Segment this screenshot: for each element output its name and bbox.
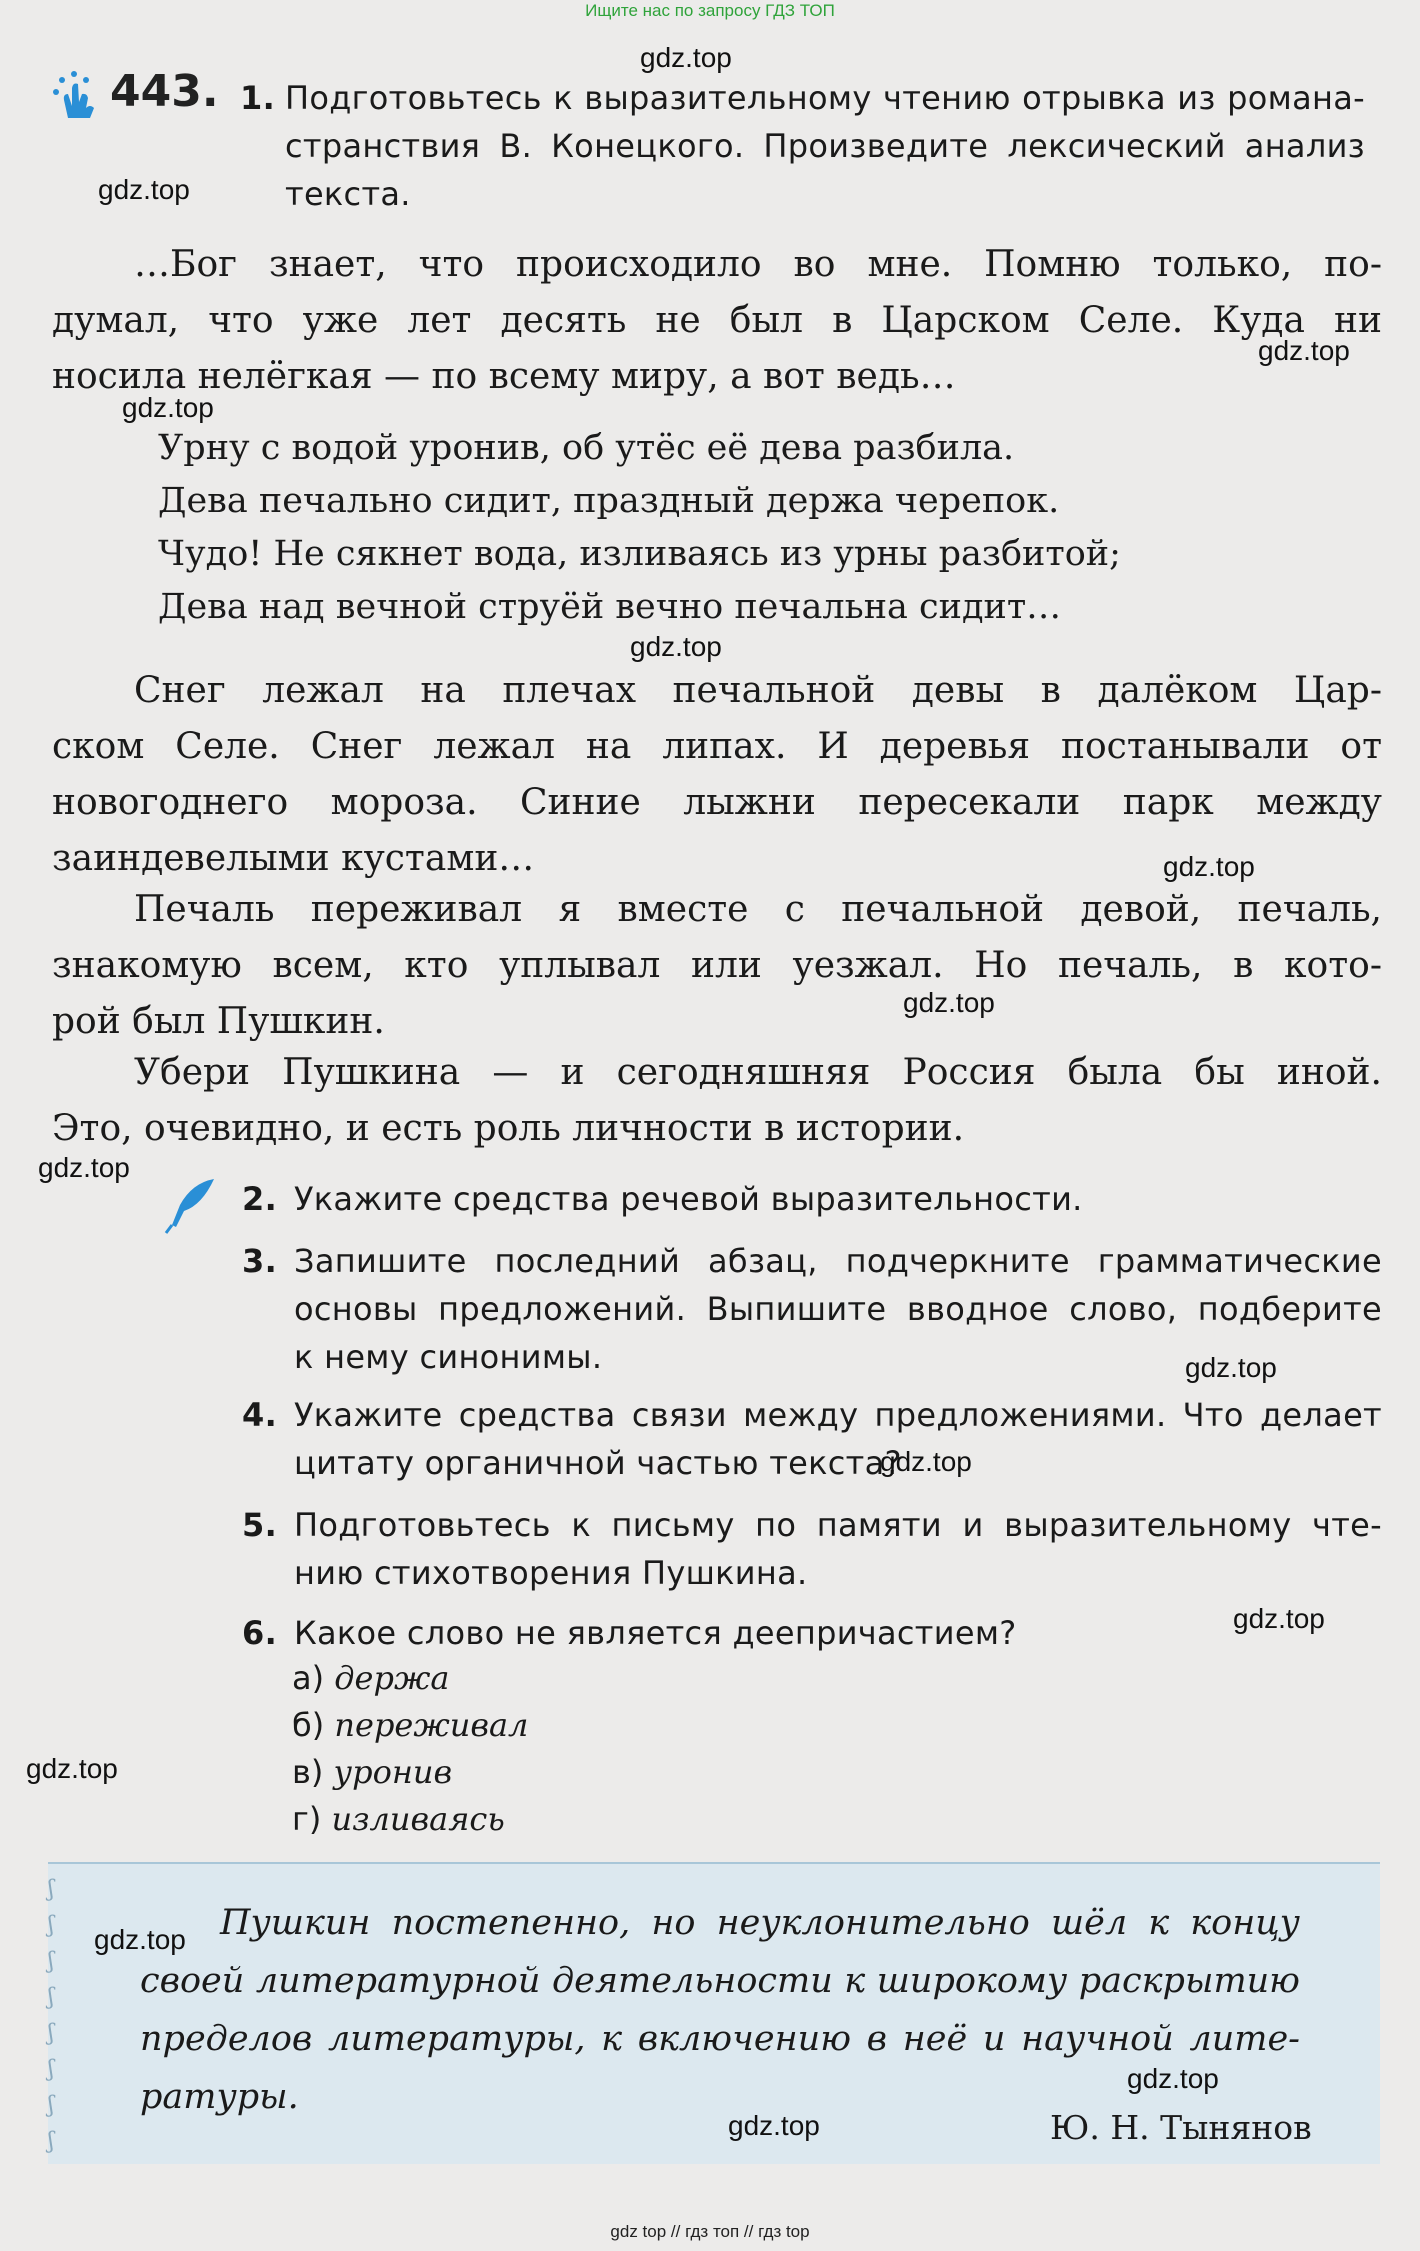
top-banner[interactable]: Ищите нас по запросу ГДЗ ТОП [585,1,835,20]
bottom-banner[interactable]: gdz top // гдз топ // гдз top [610,2222,810,2241]
task-4 [242,1391,1382,1501]
task-line: Подготовьтесь к письму по памяти и выразительному чте- [294,1506,1382,1544]
notebook-spiral: ʃ ʃ ʃ ʃ ʃ ʃ ʃ ʃ [48,1877,54,2154]
text-line: рой был Пушкин. [52,1001,385,1042]
watermark: gdz.top [880,1446,972,1477]
text-line: знакомую всем, кто уплывал или уезжал. Но печаль, в кото- [52,945,1382,986]
option-d[interactable]: г) изливаясь [292,1800,505,1838]
task-line: Укажите средства связи между предложениями. Что делает [294,1396,1382,1434]
watermark: gdz.top [98,174,190,205]
text-line: новогоднего мороза. Синие лыжни пересекали парк между [52,782,1382,823]
text-line: Печаль переживал я вместе с печальной девой, печаль, [134,889,1382,930]
touch-hand-icon [42,62,102,122]
task-line: Запишите последний абзац, подчеркните грамматические [294,1242,1382,1280]
text-intro [52,237,1382,405]
text-line: Это, очевидно, и есть роль личности в истории. [52,1108,965,1149]
task-1-number: 1. [240,79,276,117]
quote-line: пределов литературы, к включению в неё и научной лите- [140,2019,1300,2059]
task-number: 3. [242,1242,278,1280]
watermark: gdz.top [903,987,995,1018]
task-1-line: странствия В. Конецкого. Произведите лексический анализ [285,127,1365,165]
watermark: gdz.top [630,631,722,662]
watermark: gdz.top [122,392,214,423]
watermark: gdz.top [26,1753,118,1784]
text-line: носила нелёгкая — по всему миру, а вот ведь… [52,356,956,397]
watermark: gdz.top [1185,1352,1277,1383]
poem-line: Чудо! Не сякнет вода, изливаясь из урны разбитой; [158,534,1121,574]
task-line: к нему синонимы. [294,1338,603,1376]
watermark: gdz.top [640,42,732,73]
poem-line: Дева над вечной струёй вечно печальна сидит… [158,587,1062,627]
task-6 [242,1609,1382,1661]
task-2 [242,1175,1382,1231]
task-1-line: Подготовьтесь к выразительному чтению отрывка из романа- [285,79,1365,117]
text-line: заиндевелыми кустами… [52,838,535,879]
option-c[interactable]: в) уронив [292,1753,453,1791]
quote-line: своей литературной деятельности к широкому раскрытию [140,1961,1300,2001]
quote-author: Ю. Н. Тынянов [1050,2108,1312,2147]
paragraph-2 [52,882,1382,1050]
text-line: Убери Пушкина — и сегодняшняя Россия была бы иной. [134,1052,1382,1093]
task-line: цитату органичной частью текста? [294,1444,902,1482]
task-line: Укажите средства речевой выразительности. [294,1180,1083,1218]
text-line: Снег лежал на плечах печальной девы в далёком Цар- [134,670,1382,711]
quote-line: Пушкин постепенно, но неуклонительно шёл к концу [220,1903,1300,1943]
task-line: нию стихотворения Пушкина. [294,1554,808,1592]
exercise-number: 443. [110,66,219,117]
paragraph-3 [52,1045,1382,1157]
task-5 [242,1501,1382,1609]
poem [158,422,1358,634]
watermark: gdz.top [728,2110,820,2141]
task-number: 6. [242,1614,278,1652]
watermark: gdz.top [38,1152,130,1183]
task-number: 4. [242,1396,278,1434]
option-b[interactable]: б) переживал [292,1706,529,1744]
text-line: …Бог знает, что происходило во мне. Помню только, по- [134,244,1382,285]
quote-line: ратуры. [140,2077,299,2117]
watermark: gdz.top [94,1924,186,1955]
watermark: gdz.top [1163,851,1255,882]
quote [140,1894,1300,2126]
poem-line: Урну с водой уронив, об утёс её дева разбила. [158,428,1015,468]
option-a[interactable]: а) держа [292,1659,450,1697]
text-line: думал, что уже лет десять не был в Царском Селе. Куда ни [52,300,1382,341]
task-number: 5. [242,1506,278,1544]
task-1-line: текста. [285,175,411,213]
poem-line: Дева печально сидит, праздный держа черепок. [158,481,1060,521]
tasks-list [242,1175,1382,1661]
watermark: gdz.top [1233,1603,1325,1634]
text-line: ском Селе. Снег лежал на липах. И деревья постанывали от [52,726,1382,767]
watermark: gdz.top [1127,2063,1219,2094]
task-line: основы предложений. Выпишите вводное слово, подберите [294,1290,1382,1328]
watermark: gdz.top [1258,335,1350,366]
task-line: Какое слово не является деепричастием? [294,1614,1017,1652]
feather-pen-icon [162,1175,218,1235]
task-number: 2. [242,1180,278,1218]
answer-options [292,1655,528,1843]
